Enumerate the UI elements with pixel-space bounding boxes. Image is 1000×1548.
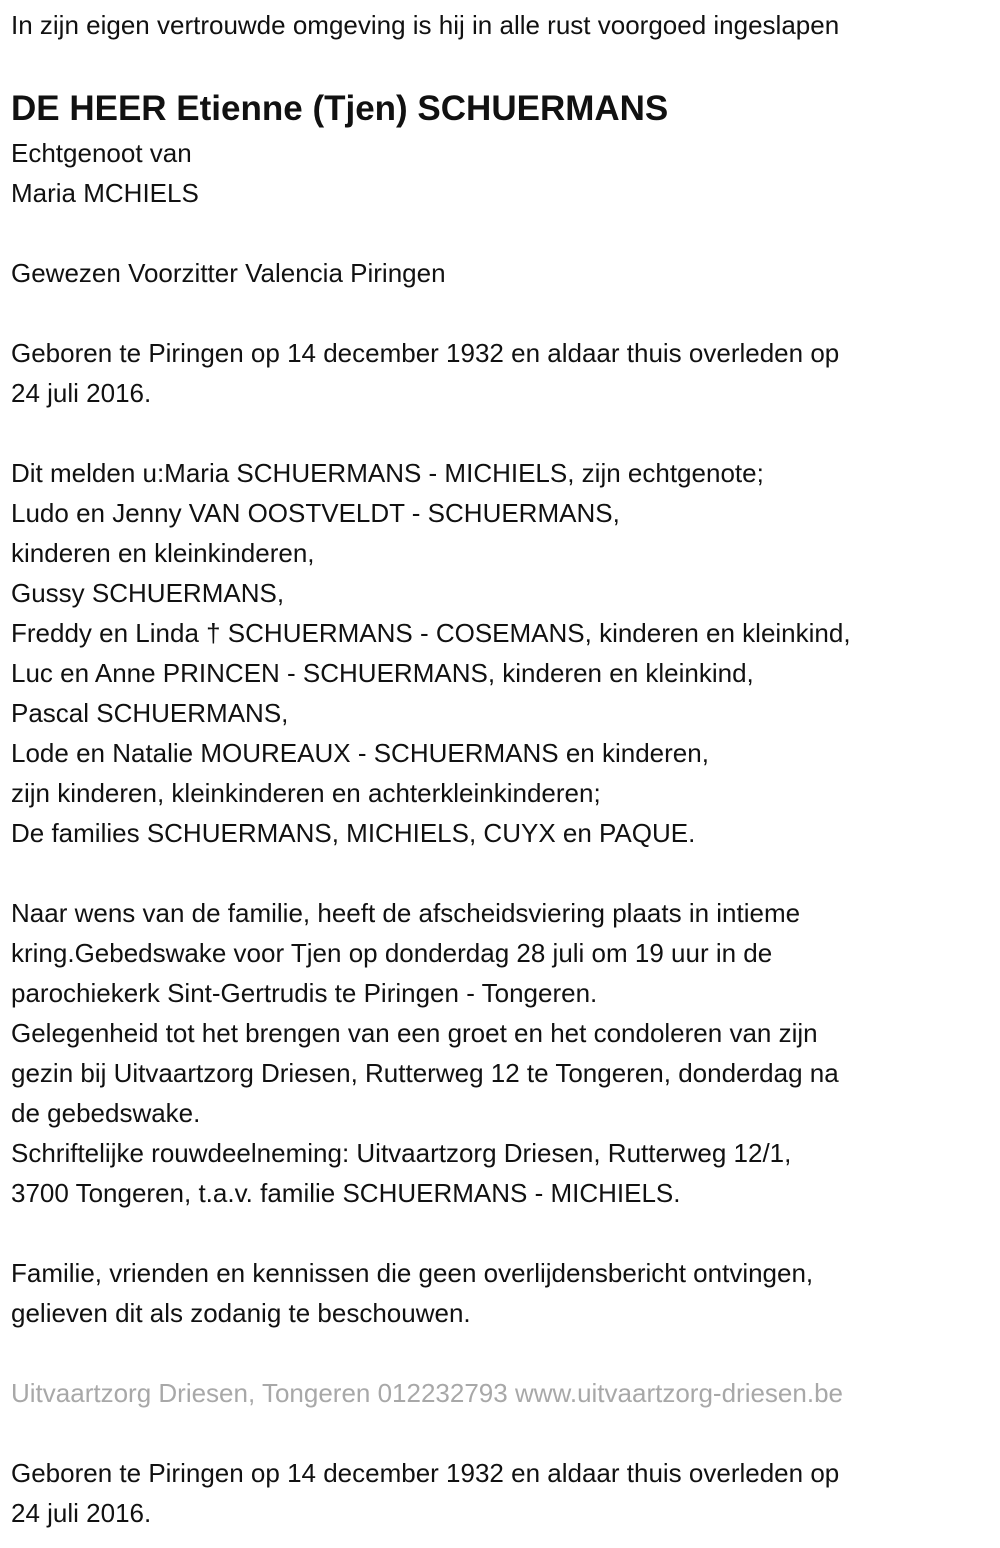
birth-paragraph-repeat [11,1453,1000,1533]
family-line: Gussy SCHUERMANS, [11,578,285,608]
birth-line: 24 juli 2016. [11,378,152,408]
family-line: Luc en Anne PRINCEN - SCHUERMANS, kinderen en kleinkind, [11,658,754,688]
ceremony-line: de gebedswake. [11,1098,201,1128]
family-line: Dit melden u:Maria SCHUERMANS - MICHIELS, zijn echtgenote; [11,458,764,488]
birth-line: Geboren te Piringen op 14 december 1932 en aldaar thuis overleden op [11,338,840,368]
intro-text: In zijn eigen vertrouwde omgeving is hij in alle rust voorgoed ingeslapen [11,10,840,40]
notice-line: gelieven dit als zodanig te beschouwen. [11,1298,471,1328]
birth-paragraph [11,333,1000,413]
ceremony-line: gezin bij Uitvaartzorg Driesen, Rutterweg 12 te Tongeren, donderdag na [11,1058,839,1088]
family-list [11,453,1000,853]
ceremony-line: 3700 Tongeren, t.a.v. familie SCHUERMANS - MICHIELS. [11,1178,681,1208]
spouse-label: Echtgenoot van [11,138,192,168]
ceremony-line: Schriftelijke rouwdeelneming: Uitvaartzorg Driesen, Rutterweg 12/1, [11,1138,792,1168]
family-line: Lode en Natalie MOUREAUX - SCHUERMANS en kinderen, [11,738,709,768]
notice-paragraph [11,1253,1000,1333]
family-line: kinderen en kleinkinderen, [11,538,315,568]
spouse-name: Maria MCHIELS [11,178,199,208]
family-line: Freddy en Linda † SCHUERMANS - COSEMANS, kinderen en kleinkind, [11,618,851,648]
family-line: Ludo en Jenny VAN OOSTVELDT - SCHUERMANS, [11,498,620,528]
ceremony-paragraph [11,893,1000,1213]
role-text: Gewezen Voorzitter Valencia Piringen [11,258,446,288]
funeral-home-footer: Uitvaartzorg Driesen, Tongeren 012232793 www.uitvaartzorg-driesen.be [11,1378,843,1408]
ceremony-line: kring.Gebedswake voor Tjen op donderdag 28 juli om 19 uur in de [11,938,773,968]
ceremony-line: Naar wens van de familie, heeft de afscheidsviering plaats in intieme [11,898,801,928]
family-line: zijn kinderen, kleinkinderen en achterkleinkinderen; [11,778,601,808]
family-line: De families SCHUERMANS, MICHIELS, CUYX en PAQUE. [11,818,696,848]
family-line: Pascal SCHUERMANS, [11,698,289,728]
birth-line: Geboren te Piringen op 14 december 1932 en aldaar thuis overleden op [11,1458,840,1488]
ceremony-line: parochiekerk Sint-Gertrudis te Piringen - Tongeren. [11,978,598,1008]
deceased-name-title: DE HEER Etienne (Tjen) SCHUERMANS [11,89,669,128]
notice-line: Familie, vrienden en kennissen die geen overlijdensbericht ontvingen, [11,1258,814,1288]
birth-line: 24 juli 2016. [11,1498,152,1528]
ceremony-line: Gelegenheid tot het brengen van een groet en het condoleren van zijn [11,1018,818,1048]
